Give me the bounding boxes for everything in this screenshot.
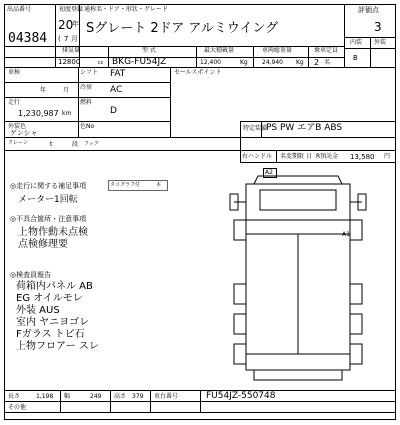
- ac-value: AC: [110, 85, 123, 95]
- ac-label: 冷房: [80, 84, 93, 91]
- fuel-value: D: [110, 106, 117, 116]
- grade-label: 評価点: [358, 6, 379, 14]
- history-line-1: メーター1回転: [18, 195, 78, 205]
- shift-label: シフト: [80, 69, 99, 76]
- lot-number: 04384: [8, 31, 48, 46]
- chassis-label: 車台番号: [154, 393, 179, 400]
- displacement-unit: cc: [98, 60, 104, 66]
- gross-weight-unit: Kg: [296, 59, 304, 66]
- report-line-4: 室内 ヤニヨゴレ: [16, 317, 90, 328]
- model-label: 型 式: [142, 47, 156, 54]
- fuel-label: 燃料: [80, 99, 93, 106]
- inspection-year-unit: 年: [40, 87, 47, 94]
- change-unit: 日: [306, 153, 313, 160]
- defects-line-2: 点検修理要: [18, 239, 68, 250]
- inspection-month-unit: 月: [63, 87, 70, 94]
- report-line-6: 上物フロアー スレ: [16, 341, 99, 352]
- mileage-value: 1,230,987: [18, 109, 59, 118]
- height-value: 379: [132, 393, 144, 400]
- model-value: BKG-FU54JZ: [112, 57, 167, 67]
- width-value: 249: [90, 393, 102, 400]
- lot-label: 出品番号: [7, 6, 32, 13]
- displacement-label: 排気量: [62, 47, 81, 54]
- max-load-label: 最大積載量: [204, 47, 235, 54]
- report-line-3: 外装 AUS: [16, 305, 60, 316]
- displacement-value: 12800: [58, 58, 81, 66]
- capacity-value: 2: [314, 58, 320, 67]
- overall-grade: 3: [374, 20, 382, 34]
- interior-label: 内装: [350, 39, 363, 46]
- mileage-label: 走行: [8, 99, 21, 106]
- max-load-value: 12,400: [200, 59, 221, 66]
- registration-year: 20: [58, 18, 74, 32]
- length-value: 1,198: [36, 393, 54, 400]
- length-label: 長さ: [8, 393, 21, 400]
- vehicle-name: Sグレート 2ドア アルミウイング: [86, 21, 279, 36]
- capacity-unit: 名: [324, 59, 331, 66]
- tax-label: R預託金: [316, 153, 339, 160]
- name-label: 通称名・ドア・形状・グレード: [84, 6, 168, 13]
- crane-stage: 段: [72, 141, 79, 148]
- exterior-grade: B: [353, 54, 358, 62]
- gross-weight-label: 車両総重量: [262, 47, 293, 54]
- color-label: 外装色: [8, 123, 27, 130]
- month-unit: 月: [71, 35, 78, 43]
- color-value: ゲンシャ: [10, 129, 38, 137]
- tacho-label: タコグラフ付: [110, 182, 141, 188]
- defects-line-1: 上物作動未点検: [18, 227, 88, 238]
- inspection-label: 車検: [8, 69, 21, 76]
- gross-weight-value: 24,940: [262, 59, 283, 66]
- year-unit: 年: [72, 20, 79, 28]
- report-line-2: EG オイルモレ: [16, 293, 83, 304]
- defects-title: ◎不具合箇所・注意事項: [10, 215, 87, 223]
- height-label: 高さ: [114, 393, 127, 400]
- shift-value: FAT: [110, 69, 126, 79]
- handle-label: 右ハンドル: [242, 153, 273, 160]
- registration-month-open: (: [58, 35, 61, 43]
- max-load-unit: Kg: [240, 59, 248, 66]
- tacho-unit: 本: [156, 182, 162, 188]
- capacity-label: 乗車定員: [314, 47, 339, 54]
- chassis-number: FU54JZ-550748: [206, 391, 276, 401]
- color-no-label: 色No: [80, 123, 95, 130]
- report-line-1: 荷箱内パネル AB: [16, 281, 93, 292]
- registration-month: 7: [64, 35, 69, 43]
- equipment-value: PS PW エアB ABS: [266, 123, 343, 133]
- exterior-label: 外装: [374, 39, 387, 46]
- crane-unit: t: [50, 141, 53, 148]
- tax-unit: 円: [384, 153, 391, 160]
- tax-value: 13,580: [350, 153, 375, 161]
- truck-damage-diagram: [226, 164, 372, 388]
- width-label: 幅: [64, 393, 71, 400]
- mark-a2: A2: [265, 169, 273, 176]
- equipment-label: 特定装備: [243, 125, 268, 132]
- other-label: その他: [8, 404, 27, 411]
- inspector-title: ◎検査員報告: [10, 271, 52, 279]
- year-label: 初度登録: [59, 6, 84, 13]
- mileage-unit: km: [62, 110, 72, 117]
- report-line-5: Fガラス トビ石: [16, 329, 85, 340]
- change-label: 名変期限: [280, 153, 305, 160]
- mark-a1: A1: [342, 231, 350, 238]
- history-title: ◎走行に関する補足事項: [10, 182, 87, 190]
- crane-hook: フック: [84, 141, 99, 147]
- crane-label: クレーン: [8, 140, 28, 146]
- sales-point-label: セールスポイント: [174, 69, 222, 76]
